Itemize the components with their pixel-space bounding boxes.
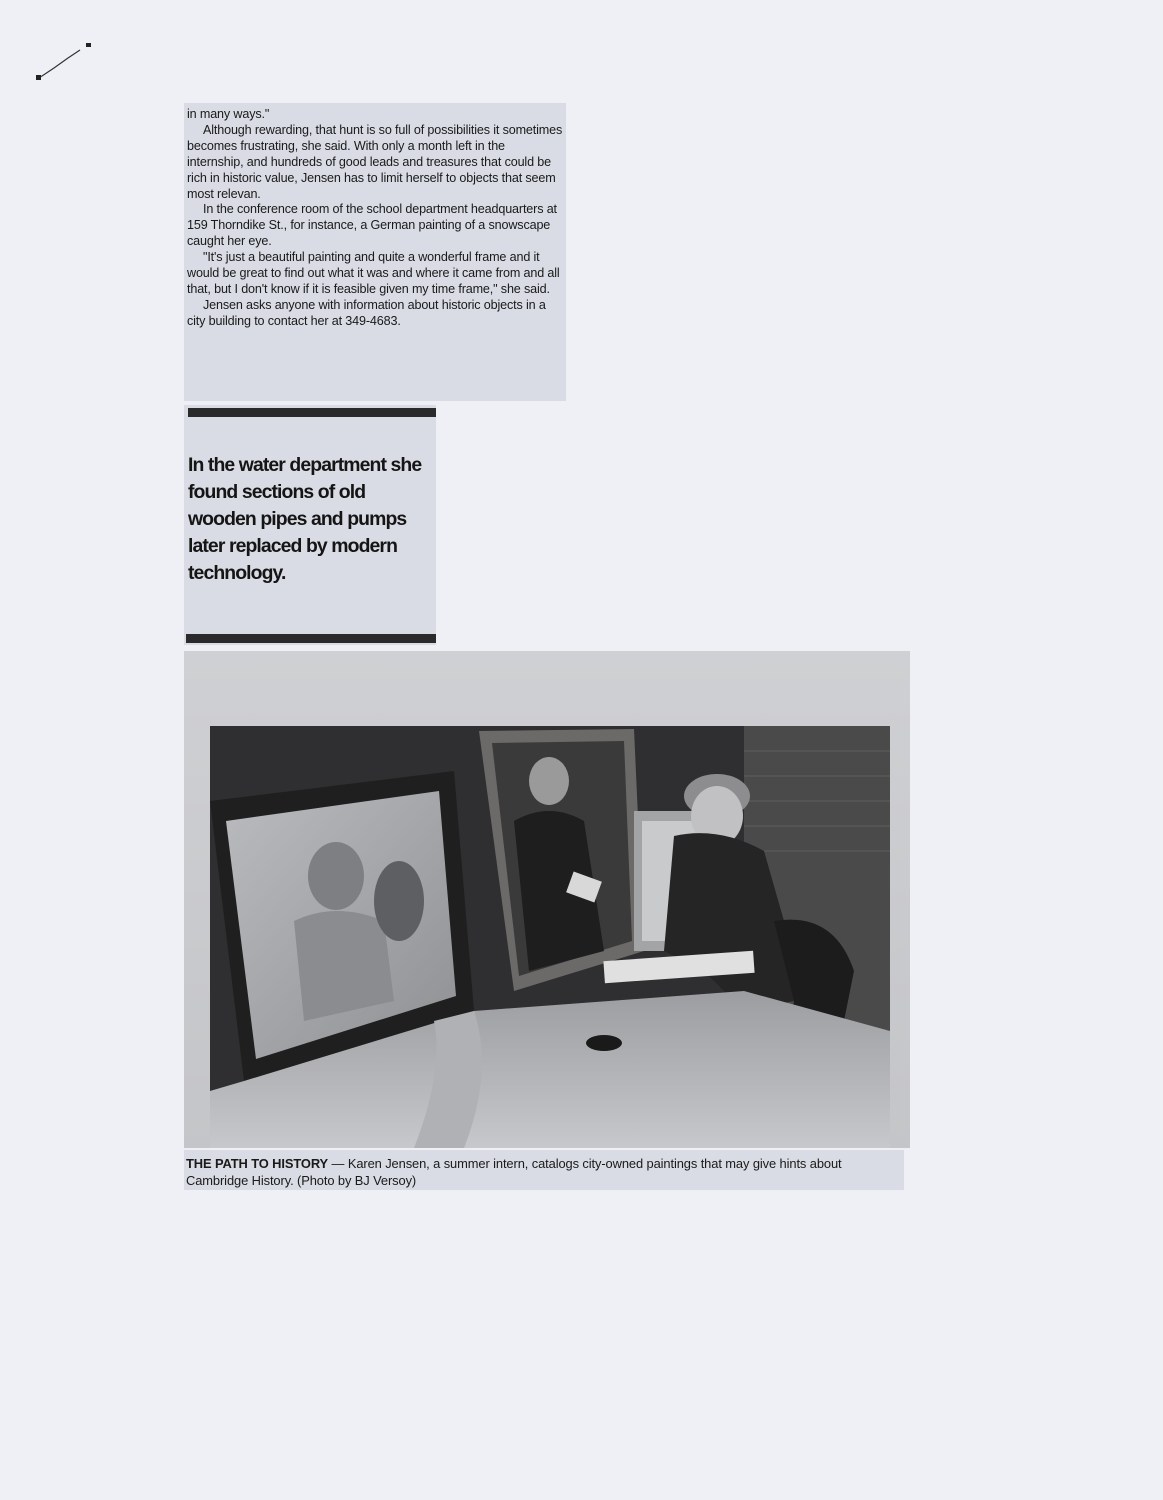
news-photo	[184, 651, 910, 1148]
caption-heading: THE PATH TO HISTORY	[186, 1156, 329, 1171]
article-paragraph-1: in many ways."	[187, 107, 270, 121]
article-body	[184, 103, 566, 401]
pull-quote-text: In the water department she found sections of old wooden pipes and pumps later replaced by modern technology.	[188, 454, 422, 584]
article-paragraph-3: In the conference room of the school department headquarters at 159 Thorndike St., for instance, a German painting of a snowscape caught her eye.	[187, 202, 557, 249]
scan-mark-icon	[34, 40, 94, 85]
caption-separator: —	[328, 1156, 348, 1171]
photo-caption	[184, 1150, 904, 1190]
photo-illustration-icon	[184, 651, 910, 1148]
article-paragraph-5: Jensen asks anyone with information about historic objects in a city building to contact her at 349-4683.	[187, 297, 546, 328]
article-paragraph-4: "It's just a beautiful painting and quite a wonderful frame and it would be great to find out what it was and where it came from and all that, but I don't know if it is feasible given my time frame," she said.	[187, 250, 560, 296]
article-paragraph-2: Although rewarding, that hunt is so full of possibilities it sometimes becomes frustrating, she said. With only a month left in the internship, and hundreds of good leads and treasures that could be rich in historic value, Jensen has to limit herself to objects that seem most relevan.	[187, 122, 563, 201]
pull-quote-top-rule	[188, 408, 436, 417]
caption-body: Karen Jensen, a summer intern, catalogs city-owned paintings that may give hints about Cambridge History. (Photo by BJ Versoy)	[186, 1156, 842, 1188]
pull-quote-box	[184, 405, 436, 645]
pull-quote-bottom-rule	[186, 634, 436, 643]
